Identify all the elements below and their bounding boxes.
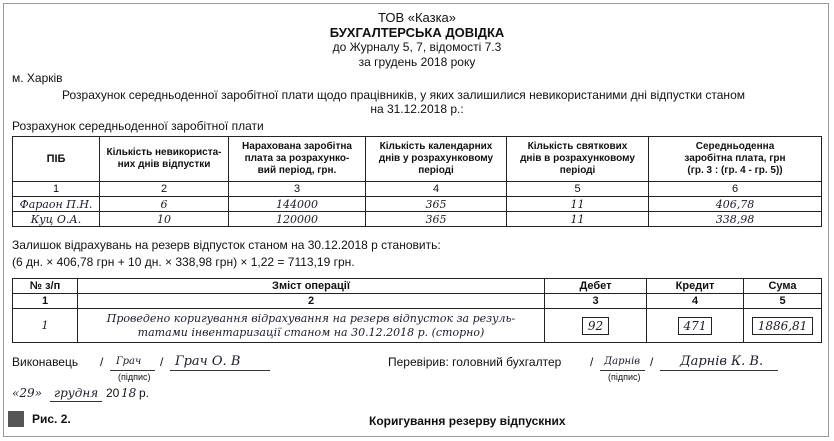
debit-cell	[545, 309, 647, 343]
balance-line-2: (6 дн. × 406,78 грн + 10 дн. × 338,98 грн) × 1,22 = 7113,19 грн.	[12, 255, 355, 269]
column-number: 2	[78, 294, 545, 309]
figure-label: Рис. 2.	[32, 412, 71, 426]
signature-caption: (підпис)	[608, 372, 641, 382]
operation-number: 1	[13, 309, 78, 343]
column-number: 4	[647, 294, 744, 309]
executor-signature: Грач	[116, 356, 142, 367]
salary-table-header-row	[13, 137, 822, 182]
figure-caption: Коригування резерву відпускних	[369, 414, 566, 428]
operations-header-row	[13, 279, 822, 294]
column-number-row	[13, 182, 822, 197]
col-header-holidays: Кількість святкових днів в розрахунковому періоді	[507, 137, 649, 182]
holiday-days: 11	[507, 197, 649, 212]
column-number-row	[13, 294, 822, 309]
date-month: грудня	[54, 386, 99, 400]
balance-line-1: Залишок відрахувань на резерв відпусток станом на 30.12.2018 р становить:	[12, 238, 441, 252]
slash: /	[590, 355, 594, 369]
column-number: 5	[507, 182, 649, 197]
signature-caption: (підпис)	[118, 372, 151, 382]
column-number: 1	[13, 182, 100, 197]
slash: /	[100, 355, 104, 369]
operation-sum: 1886,81	[752, 317, 814, 335]
col-header-no: № з/п	[13, 279, 78, 294]
holiday-days: 11	[507, 212, 649, 227]
calendar-days: 365	[366, 197, 507, 212]
accrued-salary: 144000	[229, 197, 366, 212]
date-year-suffix: 18	[121, 386, 137, 400]
city: м. Харків	[12, 71, 63, 85]
employee-name: Куц О.А.	[13, 212, 100, 227]
slash: /	[160, 355, 164, 369]
column-number: 2	[100, 182, 229, 197]
col-header-avg-daily-salary: Середньоденна заробітна плата, грн (гр. 3 : (гр. 4 - гр. 5))	[649, 137, 822, 182]
sum-cell	[744, 309, 822, 343]
company-name: ТОВ «Казка»	[377, 10, 457, 25]
column-number: 4	[366, 182, 507, 197]
checker-signature: Дарнів	[604, 356, 641, 367]
credit-account: 471	[678, 317, 713, 335]
intro-line-1: Розрахунок середньоденної заробітної плати щодо працівників, у яких залишилися невикористаними дні відпустки станом	[62, 88, 745, 102]
operations-table	[12, 278, 822, 343]
debit-account: 92	[582, 317, 609, 335]
operation-content-line-2: татами інвентаризації станом на 30.12.2018 р. (сторно)	[137, 325, 485, 339]
table-row	[13, 309, 822, 343]
slash: /	[650, 355, 654, 369]
calendar-days: 365	[366, 212, 507, 227]
column-number: 1	[13, 294, 78, 309]
unused-days: 10	[100, 212, 229, 227]
avg-daily-salary: 406,78	[649, 197, 822, 212]
report-period: за грудень 2018 року	[358, 55, 476, 69]
col-header-credit: Кредит	[647, 279, 744, 294]
col-header-sum: Сума	[744, 279, 822, 294]
document-title: БУХГАЛТЕРСЬКА ДОВІДКА	[329, 25, 505, 40]
operation-content	[78, 309, 545, 343]
date-day: «29»	[12, 386, 42, 400]
journal-reference: до Журналу 5, 7, відомості 7.3	[332, 40, 502, 54]
date-year-end: р.	[139, 386, 150, 400]
accrued-salary: 120000	[229, 212, 366, 227]
table-row	[13, 212, 822, 227]
checker-name: Дарнів К. В.	[680, 354, 764, 369]
col-header-name: ПІБ	[13, 137, 100, 182]
col-header-salary: Нарахована заробітна плата за розрахунко- вий період, грн.	[229, 137, 366, 182]
date-year-prefix: 20	[106, 386, 120, 400]
column-number: 3	[545, 294, 647, 309]
salary-table	[12, 136, 822, 227]
unused-days: 6	[100, 197, 229, 212]
credit-cell	[647, 309, 744, 343]
checker-label: Перевірив: головний бухгалтер	[388, 355, 562, 369]
col-header-calendar-days: Кількість календарних днів у розрахунковому періоді	[366, 137, 507, 182]
column-number: 3	[229, 182, 366, 197]
intro-line-2: на 31.12.2018 р.:	[370, 102, 464, 116]
operation-content-line-1: Проведено коригування відрахування на резерв відпусток за резуль-	[106, 311, 516, 325]
avg-daily-salary: 338,98	[649, 212, 822, 227]
col-header-debit: Дебет	[545, 279, 647, 294]
table1-caption: Розрахунок середньоденної заробітної плати	[12, 119, 264, 133]
figure-marker-icon	[8, 411, 24, 427]
employee-name: Фараон П.Н.	[13, 197, 100, 212]
table-row	[13, 197, 822, 212]
column-number: 6	[649, 182, 822, 197]
executor-name: Грач О. В	[175, 354, 241, 369]
column-number: 5	[744, 294, 822, 309]
col-header-operation: Зміст операції	[78, 279, 545, 294]
executor-label: Виконавець	[12, 355, 79, 369]
col-header-unused-days: Кількість невикориста- них днів відпустки	[100, 137, 229, 182]
